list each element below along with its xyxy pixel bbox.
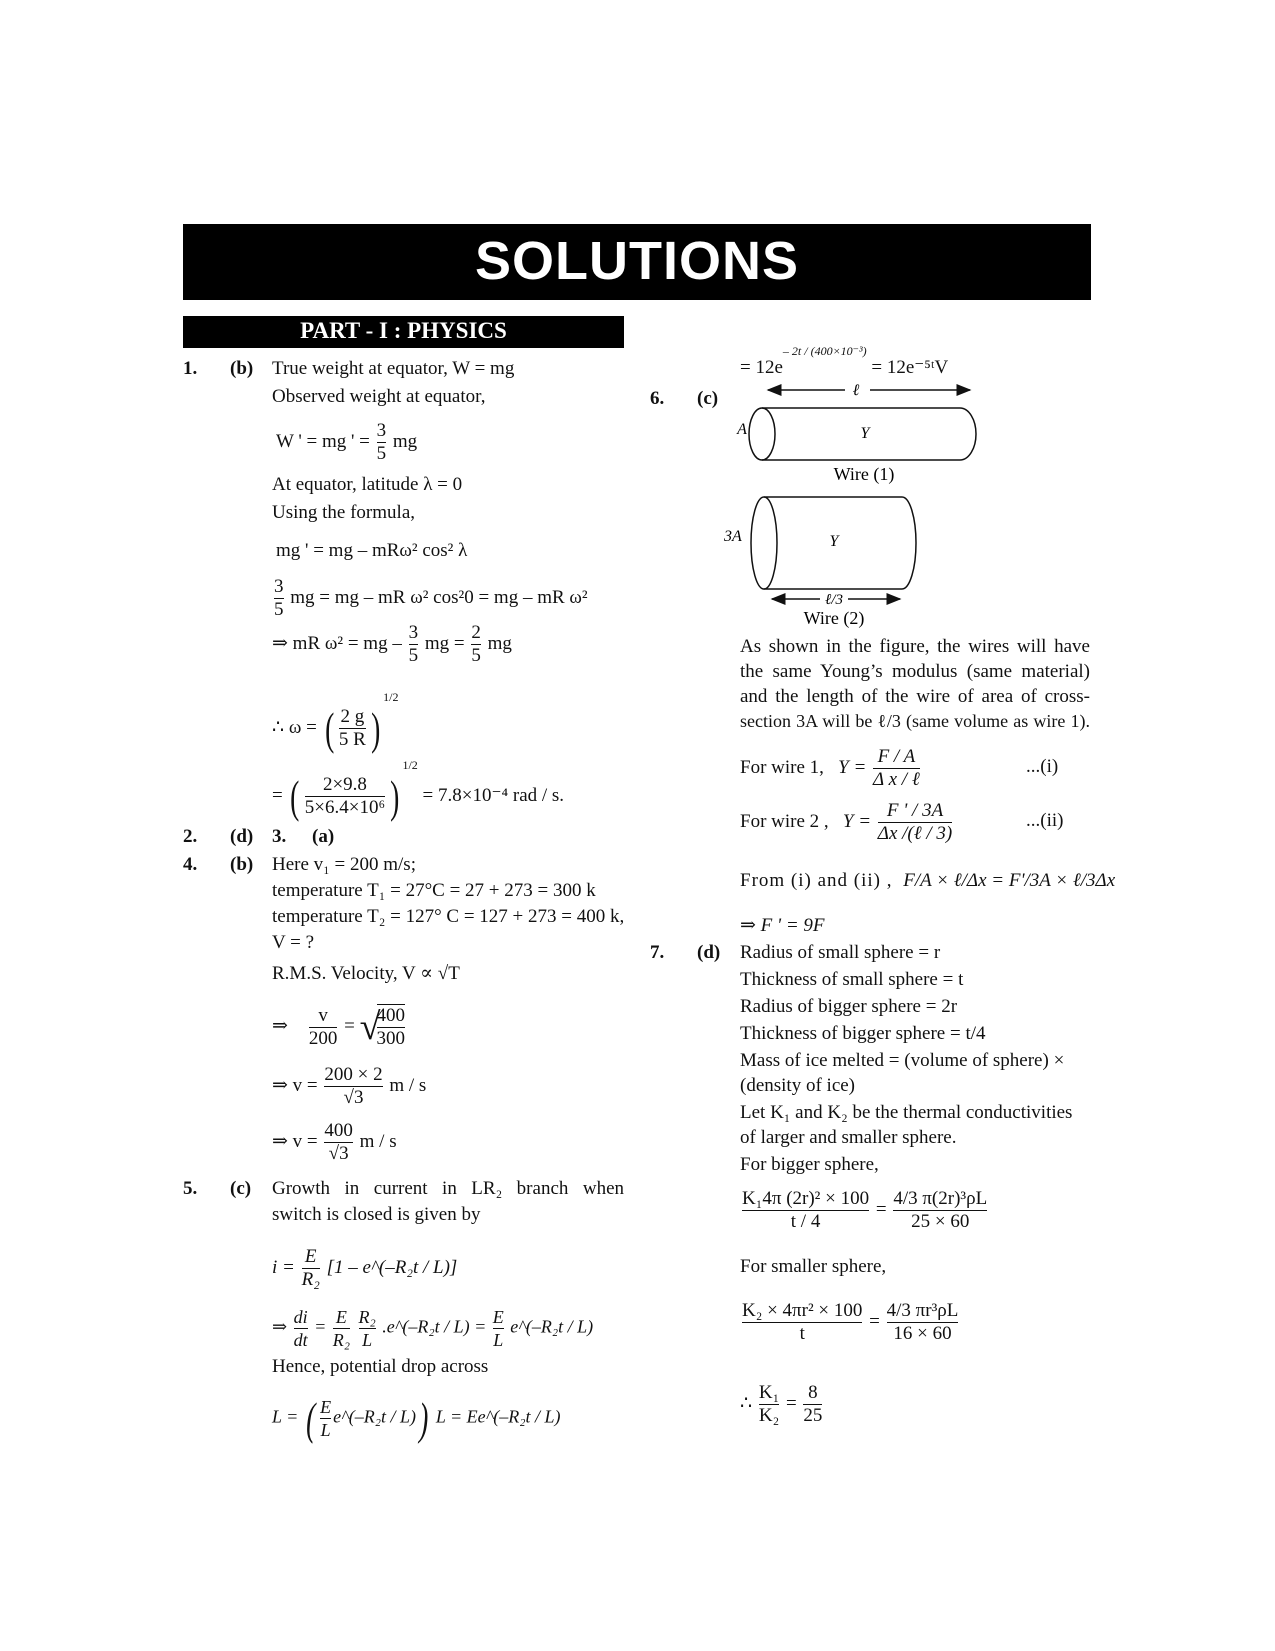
q5-line: switch is closed is given by bbox=[272, 1204, 481, 1225]
numerator: E bbox=[492, 1307, 504, 1327]
q1-equation bbox=[272, 622, 512, 667]
equals: = bbox=[875, 1198, 887, 1220]
fraction bbox=[294, 1306, 308, 1351]
numerator: v bbox=[318, 1004, 328, 1026]
fraction bbox=[803, 1382, 822, 1427]
q7-line: Radius of small sphere = r bbox=[740, 942, 941, 963]
q1-line: True weight at equator, W = mg bbox=[272, 358, 515, 379]
q1-text: mg bbox=[392, 430, 418, 452]
fraction bbox=[471, 622, 481, 667]
denominator: 5 bbox=[408, 645, 419, 666]
fraction bbox=[759, 1382, 779, 1427]
q6-equation bbox=[740, 870, 1115, 892]
q4-line: temperature T₁ = 27°C = 27 + 273 = 300 k bbox=[272, 880, 596, 901]
q6-paragraph-line: As shown in the figure, the wires will have bbox=[740, 636, 1090, 657]
numerator: 200 × 2 bbox=[324, 1064, 383, 1085]
numerator: K₂ × 4πr² × 100 bbox=[742, 1300, 863, 1321]
right-paren: ) bbox=[419, 1393, 429, 1444]
numerator: K₁4π (2r)² × 100 bbox=[742, 1188, 870, 1209]
numerator: R₂ bbox=[358, 1307, 376, 1327]
answer-option: (b) bbox=[230, 358, 254, 379]
q7-line: (density of ice) bbox=[740, 1075, 856, 1096]
numerator: E bbox=[320, 1397, 332, 1417]
denominator: 25 × 60 bbox=[893, 1210, 987, 1233]
answer-option: (b) bbox=[230, 854, 254, 875]
q7-line: Let K₁ and K₂ be the thermal conductivities bbox=[740, 1102, 1073, 1123]
left-paren: ( bbox=[324, 703, 334, 755]
numerator: 3 bbox=[274, 576, 284, 597]
q6-text: From (i) and (ii) , bbox=[740, 870, 893, 891]
q5-equation bbox=[272, 1246, 457, 1291]
q6-paragraph-line: the same Young’s modulus (same material) bbox=[740, 661, 1090, 682]
denominator: √3 bbox=[324, 1086, 382, 1109]
equation-ref: ...(i) bbox=[1026, 756, 1059, 777]
q1-equation: mg ' = mg – mRω² cos² λ bbox=[276, 540, 468, 561]
fraction bbox=[377, 420, 387, 465]
numerator: 3 bbox=[376, 420, 387, 441]
numerator: 4/3 π(2r)³ρL bbox=[893, 1188, 988, 1209]
question-number: 3. bbox=[272, 826, 287, 847]
left-paren: ( bbox=[305, 1393, 316, 1444]
q7-equation bbox=[740, 1188, 989, 1233]
implies-symbol: ⇒ bbox=[272, 1316, 288, 1337]
numerator: 8 bbox=[808, 1382, 818, 1403]
q1-line: At equator, latitude λ = 0 bbox=[272, 474, 463, 495]
q1-equation bbox=[272, 576, 588, 621]
fraction bbox=[878, 800, 952, 845]
denominator: 200 bbox=[308, 1027, 338, 1049]
denominator: R₂ bbox=[301, 1269, 320, 1290]
numerator: 2×9.8 bbox=[322, 774, 367, 796]
q7-line: Radius of bigger sphere = 2r bbox=[740, 996, 958, 1017]
fraction bbox=[324, 1064, 382, 1109]
numerator: 400 bbox=[376, 1005, 405, 1026]
eq-text: = 12e bbox=[740, 357, 783, 378]
fraction bbox=[274, 576, 284, 621]
q1-text: ⇒ mR ω² = mg – bbox=[272, 632, 402, 654]
exponent: – 2t / (400×10⁻³) bbox=[782, 344, 867, 358]
fraction bbox=[333, 1306, 350, 1351]
fraction bbox=[320, 1396, 331, 1441]
denominator: Δx /(ℓ / 3) bbox=[877, 823, 953, 844]
q1-text: mg bbox=[487, 632, 512, 654]
q7-result bbox=[740, 1382, 824, 1427]
denominator: 5 bbox=[376, 443, 387, 464]
q6-paragraph-line: and the length of the wire of area of cross- bbox=[740, 686, 1090, 707]
denominator: 25 bbox=[803, 1405, 823, 1426]
wire1-length-label: ℓ bbox=[852, 382, 860, 399]
q7-line: of larger and smaller sphere. bbox=[740, 1127, 957, 1148]
continued-equation bbox=[740, 344, 948, 379]
q7-line: For bigger sphere, bbox=[740, 1154, 879, 1175]
wire1-end-face bbox=[749, 408, 775, 460]
q7-equation bbox=[740, 1300, 960, 1345]
question-number: 4. bbox=[183, 854, 198, 875]
numerator: K₁ bbox=[758, 1382, 780, 1403]
wire1-area-label: A bbox=[737, 421, 747, 438]
q6-equation bbox=[740, 746, 922, 791]
denominator: Δ x / ℓ bbox=[873, 769, 920, 790]
equals: = bbox=[869, 1310, 880, 1332]
fraction bbox=[493, 1306, 504, 1351]
denominator: √3 bbox=[324, 1142, 353, 1165]
q1-line: Using the formula, bbox=[272, 502, 416, 523]
q6-equation bbox=[740, 800, 954, 845]
denominator: L bbox=[493, 1330, 504, 1350]
q7-line: For smaller sphere, bbox=[740, 1256, 887, 1277]
implies-symbol: ⇒ bbox=[272, 1015, 288, 1037]
fraction bbox=[742, 1188, 869, 1233]
denominator: R₂ bbox=[332, 1330, 351, 1350]
q5-line: Growth in current in LR₂ branch when bbox=[272, 1178, 624, 1199]
wire2-modulus-label: Y bbox=[829, 533, 839, 550]
q4-equation bbox=[272, 1004, 407, 1050]
therefore-symbol: ∴ bbox=[740, 1392, 753, 1414]
numerator: 2 g bbox=[340, 706, 365, 728]
denominator: t / 4 bbox=[742, 1210, 869, 1233]
numerator: F ' / 3A bbox=[886, 800, 944, 821]
q5-equation bbox=[272, 1306, 593, 1351]
q4-line: R.M.S. Velocity, V ∝ √T bbox=[272, 963, 460, 984]
denominator: L bbox=[359, 1328, 376, 1351]
numerator: E bbox=[304, 1246, 317, 1267]
solutions-banner bbox=[183, 224, 1091, 300]
denominator: t bbox=[742, 1322, 862, 1345]
numerator: 2 bbox=[471, 622, 481, 643]
q4-line: temperature T₂ = 127° C = 127 + 273 = 400 k, bbox=[272, 906, 625, 927]
wire2-end-face bbox=[751, 497, 777, 589]
fraction bbox=[893, 1188, 987, 1233]
wires-figure bbox=[724, 378, 990, 630]
answer-option: (d) bbox=[697, 942, 721, 963]
numerator: di bbox=[293, 1307, 308, 1327]
denominator: 5 bbox=[471, 645, 481, 666]
q1-text: W ' = mg ' = bbox=[276, 430, 370, 452]
numerator: E bbox=[335, 1307, 347, 1327]
fraction bbox=[339, 706, 366, 751]
question-number: 7. bbox=[650, 942, 665, 963]
part-header bbox=[183, 316, 624, 348]
denominator: L bbox=[320, 1420, 331, 1440]
q1-text: mg = bbox=[424, 632, 465, 654]
q5-text: i = bbox=[272, 1256, 295, 1278]
denominator: K₂ bbox=[758, 1405, 780, 1426]
q7-line: Mass of ice melted = (volume of sphere) × bbox=[740, 1050, 1065, 1071]
fraction bbox=[324, 1120, 353, 1165]
equation-ref: ...(ii) bbox=[1026, 810, 1064, 831]
equals: = bbox=[785, 1392, 797, 1414]
denominator: 5×6.4×10⁶ bbox=[304, 797, 386, 819]
q5-line: Hence, potential drop across bbox=[272, 1356, 489, 1377]
q4-text: ⇒ v = bbox=[272, 1130, 318, 1152]
fraction bbox=[305, 774, 385, 819]
numerator: 3 bbox=[408, 622, 419, 643]
sqrt-symbol: √ bbox=[359, 1006, 381, 1048]
q1-equation bbox=[276, 420, 417, 465]
answer-option: (a) bbox=[312, 826, 335, 847]
fraction bbox=[309, 1005, 338, 1050]
question-number: 6. bbox=[650, 388, 665, 409]
q1-text: = bbox=[272, 785, 283, 806]
part-title: PART - I : PHYSICS bbox=[300, 318, 507, 343]
wire2-caption: Wire (2) bbox=[803, 608, 865, 628]
fraction bbox=[742, 1300, 862, 1345]
answer-option: (c) bbox=[230, 1178, 252, 1199]
question-number: 2. bbox=[183, 826, 198, 847]
q4-text: m / s bbox=[359, 1130, 397, 1152]
q5-text: .e^(–R₂t / L) = bbox=[382, 1316, 487, 1337]
exponent: 1/2 bbox=[383, 690, 399, 704]
q4-text: ⇒ v = bbox=[272, 1074, 318, 1096]
wire1-modulus-label: Y bbox=[860, 425, 870, 442]
left-paren: ( bbox=[290, 771, 300, 823]
q5-text: e^(–R₂t / L) bbox=[510, 1316, 594, 1337]
q1-equation bbox=[272, 758, 564, 823]
q1-text: = 7.8×10⁻⁴ rad / s. bbox=[422, 785, 565, 806]
denominator: dt bbox=[293, 1330, 308, 1350]
q1-line: Observed weight at equator, bbox=[272, 386, 486, 407]
q1-text: ∴ ω = bbox=[272, 717, 317, 738]
q5-text: = bbox=[314, 1316, 327, 1337]
fraction bbox=[377, 1004, 406, 1050]
fraction bbox=[302, 1246, 320, 1291]
denominator: 5 bbox=[274, 599, 284, 620]
fraction bbox=[409, 622, 419, 667]
q1-text: mg = mg – mR ω² cos²0 = mg – mR ω² bbox=[290, 586, 588, 608]
q6-text: Y = bbox=[838, 756, 867, 778]
numerator: 4/3 πr³ρL bbox=[886, 1300, 959, 1321]
wire1-caption: Wire (1) bbox=[833, 464, 895, 484]
denominator: 5 R bbox=[338, 729, 366, 751]
right-paren: ) bbox=[370, 703, 381, 755]
q6-result: ⇒ F ' = 9F bbox=[740, 915, 825, 936]
q1-equation bbox=[272, 690, 399, 755]
q5-equation bbox=[272, 1392, 561, 1445]
question-number: 1. bbox=[183, 358, 198, 379]
q6-text: For wire 2 , bbox=[740, 810, 829, 832]
answer-option: (d) bbox=[230, 826, 254, 847]
denominator: 16 × 60 bbox=[887, 1322, 959, 1345]
numerator: 400 bbox=[324, 1120, 353, 1141]
denominator: 300 bbox=[376, 1028, 405, 1049]
q6-paragraph-line: section 3A will be ℓ/3 (same volume as wire 1). bbox=[740, 711, 1090, 731]
q5-text: L = bbox=[272, 1406, 299, 1427]
q7-line: Thickness of small sphere = t bbox=[740, 969, 964, 990]
wire2-length-label: ℓ/3 bbox=[825, 592, 843, 608]
q6-text: Y = bbox=[842, 810, 872, 832]
question-number: 5. bbox=[183, 1178, 198, 1199]
q4-equation bbox=[272, 1120, 397, 1165]
q4-text: = bbox=[344, 1015, 355, 1037]
q4-equation bbox=[272, 1064, 426, 1109]
eq-text: = 12e⁻⁵ᵗV bbox=[871, 357, 949, 378]
right-paren: ) bbox=[390, 771, 400, 823]
answer-option: (c) bbox=[697, 388, 719, 409]
wire2-area-label: 3A bbox=[724, 528, 742, 545]
fraction bbox=[873, 746, 920, 791]
exponent: 1/2 bbox=[402, 758, 418, 772]
q4-line: V = ? bbox=[272, 932, 315, 953]
numerator: F / A bbox=[877, 746, 916, 767]
wire2-body bbox=[764, 497, 916, 589]
q4-line: Here v₁ = 200 m/s; bbox=[272, 854, 416, 875]
q7-line: Thickness of bigger sphere = t/4 bbox=[740, 1023, 986, 1044]
page-title: SOLUTIONS bbox=[474, 231, 799, 291]
q5-text: e^(–R₂t / L) bbox=[333, 1406, 417, 1427]
q4-text: m / s bbox=[389, 1074, 427, 1096]
q6-text: F/A × ℓ/Δx = F'/3A × ℓ/3Δx bbox=[903, 870, 1116, 891]
fraction bbox=[359, 1306, 376, 1351]
q6-text: For wire 1, bbox=[740, 756, 824, 778]
q5-text: [1 – e^(–R₂t / L)] bbox=[326, 1256, 458, 1278]
fraction bbox=[887, 1300, 959, 1345]
q5-text: L = Ee^(–R₂t / L) bbox=[435, 1406, 561, 1427]
